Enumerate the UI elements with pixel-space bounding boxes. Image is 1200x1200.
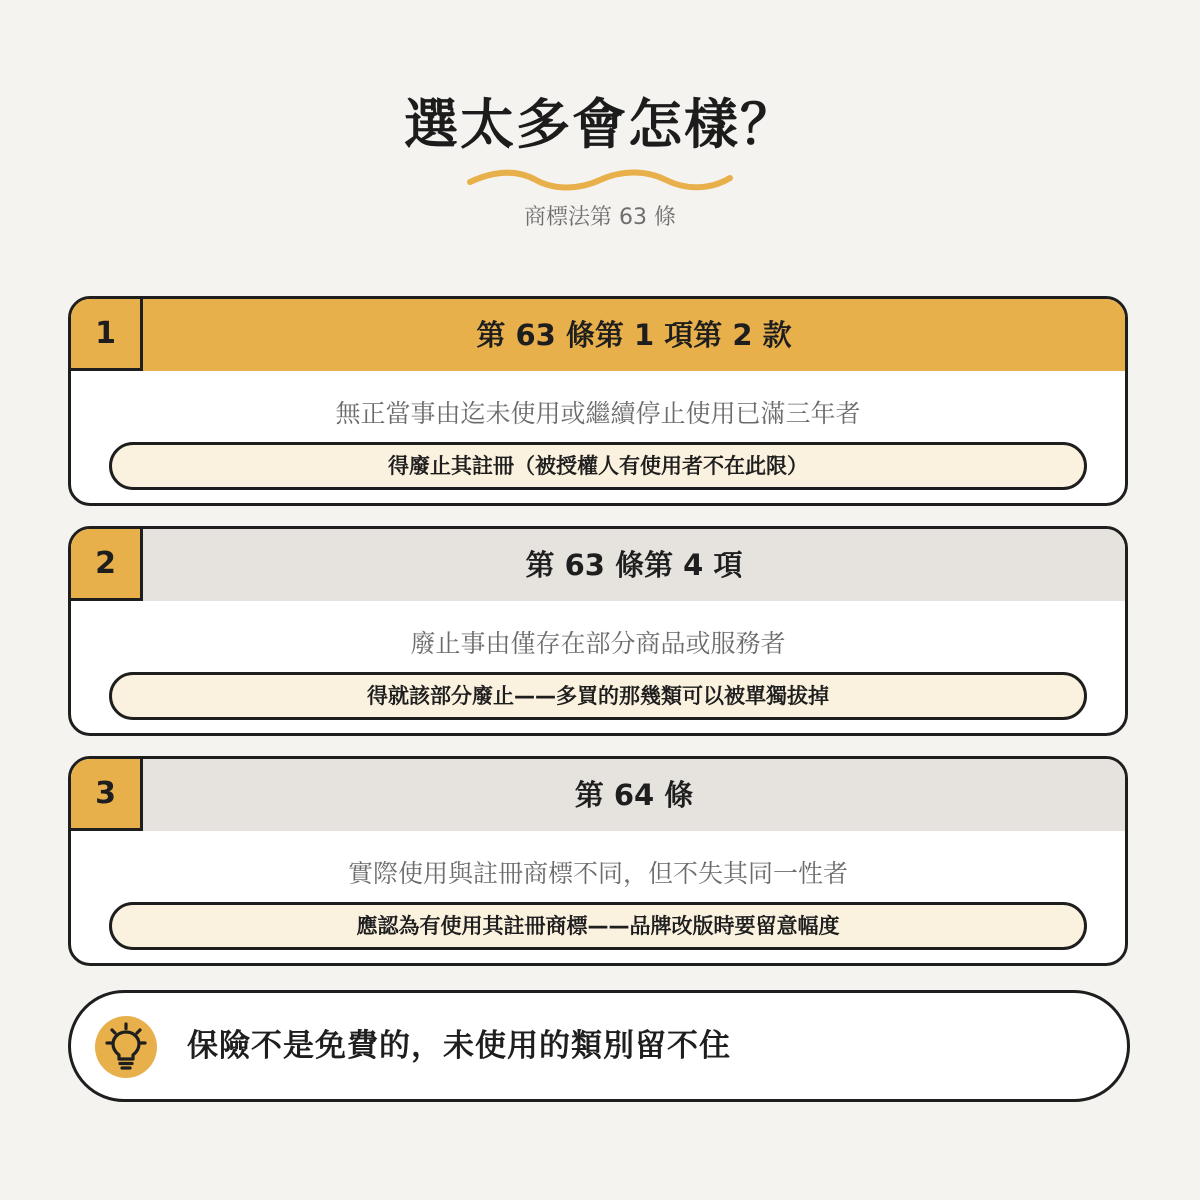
card-description: 無正當事由迄未使用或繼續停止使用已滿三年者 [335,399,861,428]
rule-card-1 [68,296,1128,506]
card-title: 第 63 條第 1 項第 2 款 [476,318,792,352]
card-title: 第 64 條 [574,778,694,812]
card-number: 3 [71,759,143,831]
page-title: 選太多會怎樣？ [404,93,796,156]
card-consequence: 得廢止其註冊（被授權人有使用者不在此限） [109,442,1087,490]
card-number: 1 [71,299,143,371]
card-title: 第 63 條第 4 項 [525,548,743,582]
tip-banner [68,990,1130,1102]
rule-card-2 [68,526,1128,736]
lightbulb-icon [95,1016,157,1078]
page-subtitle: 商標法第 63 條 [524,205,676,230]
wave-divider [466,168,734,192]
card-description: 實際使用與註冊商標不同，但不失其同一性者 [347,859,848,888]
card-consequence: 得就該部分廢止——多買的那幾類可以被單獨拔掉 [109,672,1087,720]
card-number: 2 [71,529,143,601]
card-description: 廢止事由僅存在部分商品或服務者 [410,629,786,658]
rule-card-3 [68,756,1128,966]
tip-text: 保險不是免費的，未使用的類別留不住 [187,1028,731,1064]
card-consequence: 應認為有使用其註冊商標——品牌改版時要留意幅度 [109,902,1087,950]
